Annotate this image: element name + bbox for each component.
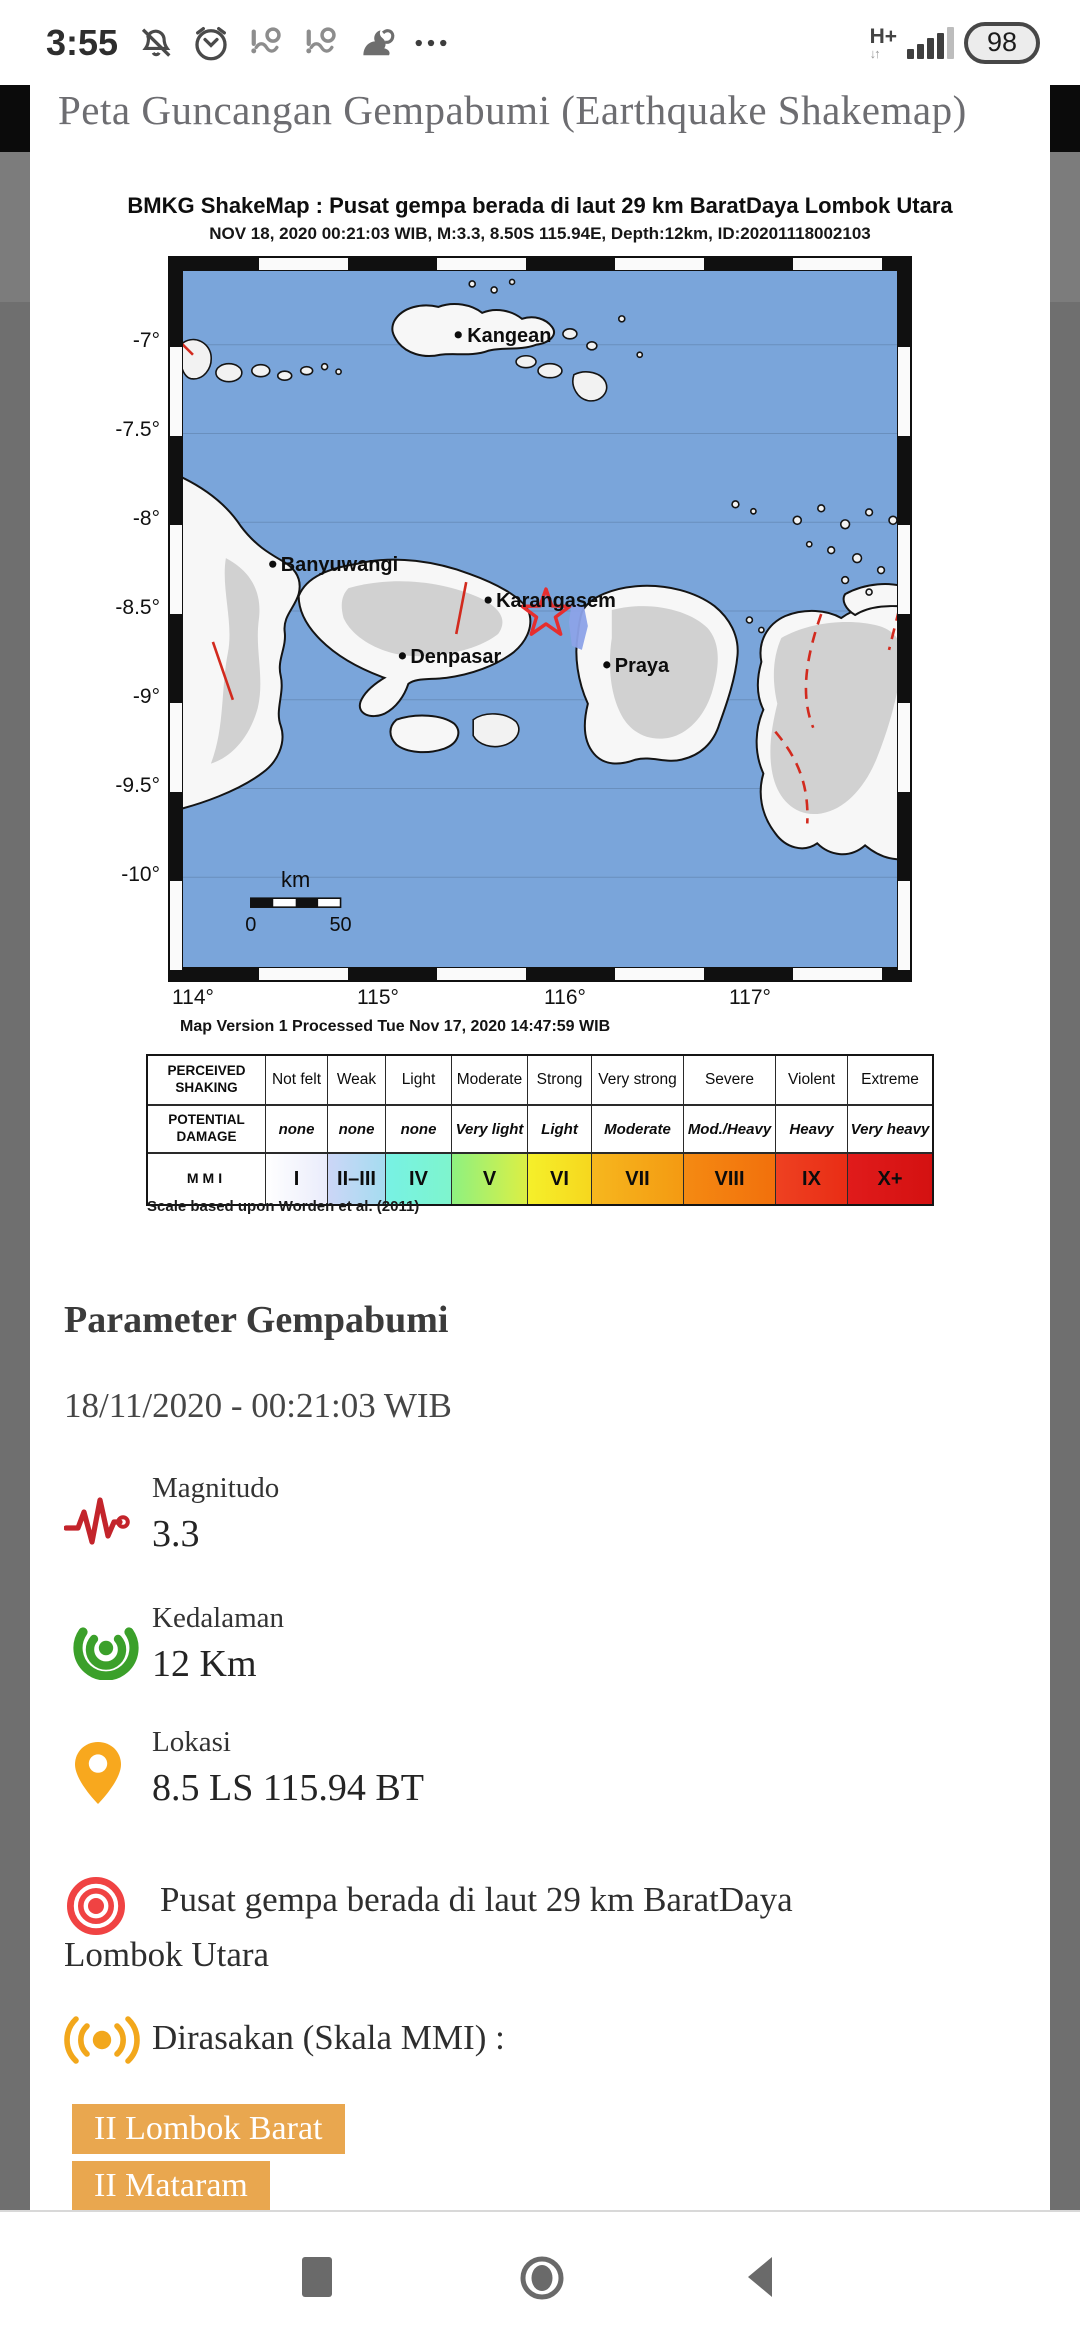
shakemap-map (183, 271, 897, 967)
felt-badge: II Lombok Barat (72, 2104, 345, 2154)
broadcast-icon (60, 2012, 144, 2064)
app-notification-icon (300, 22, 342, 64)
clock-time: 3:55 (46, 21, 119, 63)
lat-tick-label: -9.5° (115, 774, 160, 797)
battery-indicator (964, 22, 1040, 64)
legend-cell-mmi: VIII (684, 1154, 776, 1204)
status-bar (0, 0, 1080, 85)
uc-browser-squirrel-icon (355, 22, 397, 64)
legend-cell-shaking: Violent (776, 1056, 848, 1104)
lat-tick-label: -9° (132, 685, 160, 708)
legend-cell-mmi: IV (386, 1154, 452, 1204)
lon-tick-label: 114° (172, 986, 214, 1009)
location-value: 8.5 LS 115.94 BT (152, 1767, 424, 1809)
recents-button[interactable] (302, 2257, 332, 2297)
dimmed-background-edge (0, 85, 30, 152)
legend-cell-shaking: Light (386, 1056, 452, 1104)
epicenter-note: Pusat gempa berada di laut 29 km BaratDaya Lombok Utara (64, 1880, 793, 1974)
legend-row (148, 1152, 932, 1204)
legend-cell-mmi: I (266, 1154, 328, 1204)
map-pin-icon (72, 1740, 124, 1806)
lat-tick-label: -10° (121, 863, 160, 886)
network-indicator (870, 26, 897, 60)
more-icon (410, 22, 452, 64)
legend-cell-damage: none (386, 1106, 452, 1152)
network-type-label: H+ (869, 24, 897, 48)
legend-cell-mmi: IX (776, 1154, 848, 1204)
shakemap-image[interactable] (168, 256, 912, 982)
android-navbar (0, 2210, 1080, 2340)
event-datetime: 18/11/2020 - 00:21:03 WIB (64, 1386, 452, 1425)
legend-cell-mmi: VI (528, 1154, 592, 1204)
lon-tick-label: 116° (544, 986, 586, 1009)
island-nusa-penida (473, 714, 519, 747)
city-label: Banyuwangi (280, 554, 399, 577)
signal-strength-icon (907, 27, 954, 59)
felt-badge: II Mataram (72, 2161, 270, 2211)
notifications-muted-icon (135, 22, 177, 64)
legend-cell-shaking: Severe (684, 1056, 776, 1104)
legend-cell-shaking: Weak (328, 1056, 386, 1104)
scale-end: 50 (329, 914, 352, 937)
lat-tick-label: -7.5° (115, 418, 160, 441)
legend-cell-shaking: Extreme (861, 1071, 919, 1088)
felt-badge-list (72, 2104, 345, 2211)
page-title: Peta Guncangan Gempabumi (Earthquake Shakemap) (58, 87, 967, 133)
legend-cell-damage: Very heavy (850, 1120, 930, 1138)
city-label: Denpasar (410, 645, 502, 668)
shakemap-subtitle: NOV 18, 2020 00:21:03 WIB, M:3.3, 8.50S 115.94E, Depth:12km, ID:20201118002103 (209, 224, 871, 243)
legend-row-header: PERCEIVED SHAKING (148, 1056, 266, 1104)
app-notification-icon (245, 22, 287, 64)
alarm-icon (190, 22, 232, 64)
legend-cell-mmi: X+ (848, 1154, 932, 1204)
mmi-legend-table (146, 1054, 934, 1206)
shakemap-title: BMKG ShakeMap : Pusat gempa berada di laut 29 km BaratDaya Lombok Utara (127, 193, 953, 218)
lon-tick-label: 117° (729, 986, 771, 1009)
city-label: Praya (614, 654, 670, 677)
map-border (170, 968, 910, 980)
back-button[interactable] (744, 2255, 776, 2299)
depth-label: Kedalaman (152, 1602, 285, 1634)
legend-row (148, 1056, 932, 1104)
legend-cell-shaking: Not felt (266, 1056, 328, 1104)
city-dot (485, 596, 492, 603)
felt-scale-label: Dirasakan (Skala MMI) : (152, 2018, 505, 2057)
city-label: Karangasem (496, 590, 616, 613)
map-border (170, 258, 182, 980)
legend-cell-damage: Very light (452, 1106, 528, 1152)
magnitude-value: 3.3 (152, 1513, 200, 1555)
scale-unit: km (281, 867, 311, 893)
legend-row-header: MMI (148, 1154, 266, 1204)
lat-tick-label: -8° (132, 507, 160, 530)
section-heading: Parameter Gempabumi (64, 1299, 449, 1341)
location-label: Lokasi (152, 1726, 231, 1758)
legend-cell-damage: Heavy (776, 1106, 848, 1152)
map-canvas (182, 270, 898, 968)
battery-percent: 98 (986, 27, 1018, 57)
city-dot (269, 561, 276, 568)
island-bukit (390, 716, 458, 753)
dimmed-background-edge (1050, 152, 1080, 2212)
city-dot (603, 661, 610, 668)
legend-cell-damage: Light (528, 1106, 592, 1152)
legend-cell-damage: Mod./Heavy (684, 1106, 776, 1152)
lat-tick-label: -8.5° (115, 596, 160, 619)
depth-epicenter-icon (72, 1614, 140, 1680)
scale-start: 0 (245, 914, 257, 937)
depth-value: 12 Km (152, 1643, 257, 1685)
seismograph-icon (64, 1494, 130, 1552)
legend-cell-damage: none (266, 1106, 328, 1152)
city-label: Kangean (467, 324, 552, 347)
home-button[interactable] (514, 2250, 570, 2306)
lon-tick-label: 115° (357, 986, 399, 1009)
lat-tick-label: -7° (132, 329, 160, 352)
legend-cell-shaking: Moderate (452, 1056, 528, 1104)
legend-cell-damage: none (328, 1106, 386, 1152)
legend-footnote: Scale based upon Worden et al. (2011) (147, 1198, 420, 1215)
legend-cell-damage: Moderate (592, 1106, 684, 1152)
legend-cell-mmi: VII (592, 1154, 684, 1204)
map-version-note: Map Version 1 Processed Tue Nov 17, 2020 14:47:59 WIB (180, 1018, 611, 1035)
dimmed-background-edge (0, 152, 30, 2212)
city-dot (455, 331, 462, 338)
legend-row-header: POTENTIAL DAMAGE (148, 1106, 266, 1152)
legend-cell-mmi: V (452, 1154, 528, 1204)
dimmed-background-edge (1050, 85, 1080, 152)
legend-cell-shaking: Strong (528, 1056, 592, 1104)
city-dot (399, 652, 406, 659)
legend-row (148, 1104, 932, 1152)
magnitude-label: Magnitudo (152, 1472, 280, 1504)
map-border (898, 258, 910, 980)
network-activity-arrows: ↓↑ (869, 45, 879, 61)
map-border (170, 258, 910, 270)
legend-cell-mmi: II–III (328, 1154, 386, 1204)
legend-cell-shaking: Very strong (592, 1056, 684, 1104)
